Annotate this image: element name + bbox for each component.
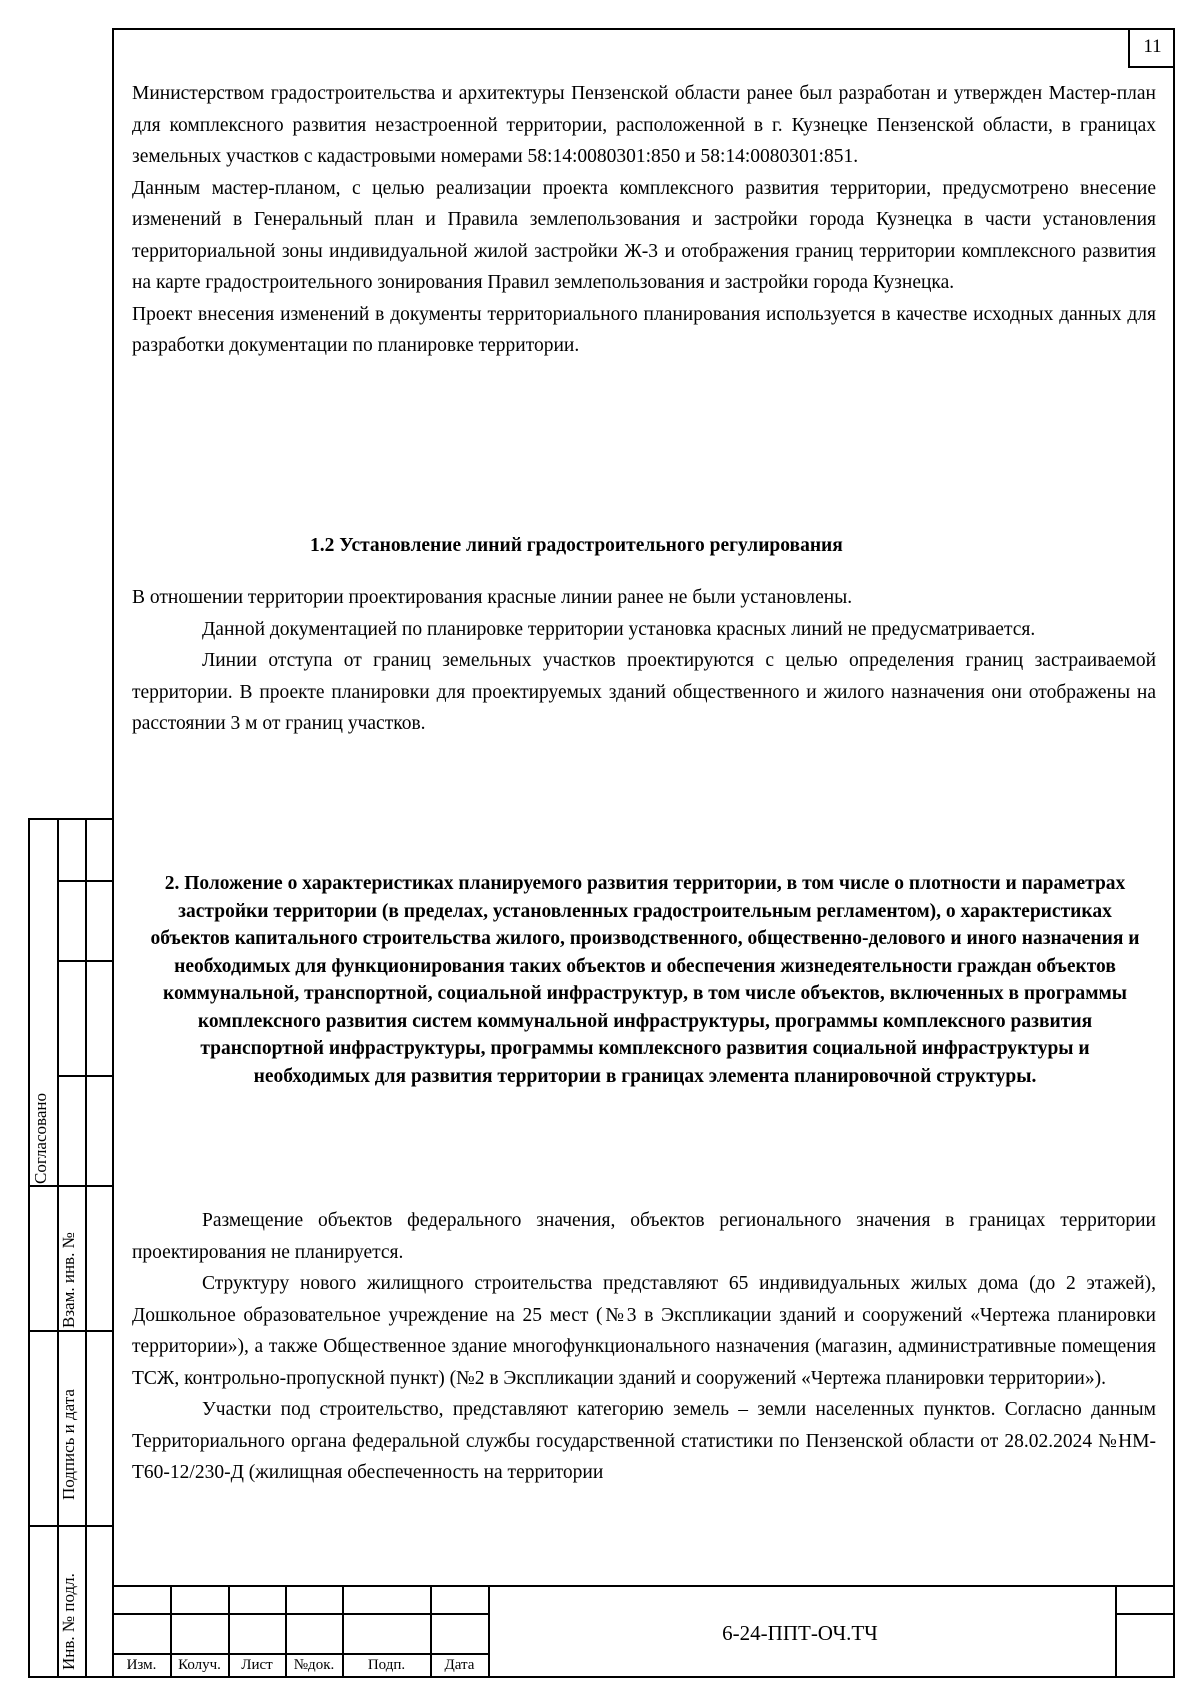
paragraph: Участки под строительство, представляют категорию земель – земли населенных пунктов. Согласно данным Территориального органа федеральной службы государственной статистики по Пензенской области от 28.02.2024 №НМ-Т60-12/230-Д (жилищная обеспеченность на территории bbox=[132, 1399, 1156, 1483]
section-heading-1-2: 1.2 Установление линий градостроительного регулирования bbox=[310, 535, 843, 556]
tb-label-koluch: Колуч. bbox=[178, 1657, 221, 1673]
side-label-agreed: Согласовано bbox=[31, 1093, 50, 1184]
paragraph: Проект внесения изменений в документы территориального планирования используется в качестве исходных данных для разработки документации по планировке территории. bbox=[132, 303, 1156, 356]
paragraph: Данным мастер-планом, с целью реализации проекта комплексного развития территории, предусмотрено внесение изменений в Генеральный план и Правила землепользования и застройки города Кузнецка в части установления территориальной зоны индивидуальной жилой застройки Ж-3 и отображения границ территории комплексного развития на карте градостроительного зонирования Правил землепользования и застройки города Кузнецка. bbox=[132, 177, 1156, 293]
section-heading-2: 2. Положение о характеристиках планируемого развития территории, в том числе о плотности и параметрах застройки территории (в пределах, установленных градостроительным регламентом), о характеристиках объектов капитального строительства жилого, производственного, общественно-делового и иного назначения и необходимых для функционирования таких объектов и обеспечения жизнедеятельности граждан объектов коммунальной, транспортной, социальной инфраструктур, в том числе объектов, включенных в программы комплексного развития систем коммунальной инфраструктуры, программы комплексного развития транспортной инфраструктуры, программы комплексного развития социальной инфраструктуры и необходимых для развития территории в границах элемента планировочной структуры. bbox=[150, 873, 1140, 1087]
tb-label-data: Дата bbox=[444, 1657, 475, 1673]
page-number: 11 bbox=[1128, 28, 1175, 68]
paragraph: Линии отступа от границ земельных участков проектируются с целью определения границ застраиваемой территории. В проекте планировки для проектируемых зданий общественного и жилого назначения они отображены на расстоянии 3 м от границ участков. bbox=[132, 650, 1156, 734]
tb-label-ndok: №док. bbox=[293, 1657, 335, 1673]
intro-text bbox=[132, 78, 1156, 362]
paragraph: Данной документацией по планировке территории установка красных линий не предусматривается. bbox=[202, 618, 1036, 640]
tb-label-podp: Подп. bbox=[367, 1657, 406, 1673]
section-1-2-text bbox=[132, 582, 1156, 740]
paragraph: В отношении территории проектирования красные линии ранее не были установлены. bbox=[132, 587, 853, 608]
side-label-inv-orig: Инв. № подл. bbox=[59, 1573, 78, 1670]
tb-label-list: Лист bbox=[241, 1657, 273, 1673]
section-2-text bbox=[132, 1205, 1156, 1489]
side-label-sign-date: Подпись и дата bbox=[59, 1389, 78, 1500]
paragraph: Размещение объектов федерального значения, объектов регионального значения в границах территории проектирования не планируется. bbox=[132, 1210, 1156, 1263]
side-label-inv-replace: Взам. инв. № bbox=[59, 1232, 78, 1328]
paragraph: Министерством градостроительства и архитектуры Пензенской области ранее был разработан и утвержден Мастер-план для комплексного развития незастроенной территории, расположенной в г. Кузнецке Пензенской области, в границах земельных участков с кадастровыми номерами 58:14:0080301:850 и 58:14:0080301:851. bbox=[132, 83, 1156, 167]
tb-label-izm: Изм. bbox=[126, 1657, 157, 1673]
document-code: 6-24-ППТ-ОЧ.ТЧ bbox=[722, 1621, 878, 1645]
paragraph: Структуру нового жилищного строительства представляют 65 индивидуальных жилых дома (до 2 этажей), Дошкольное образовательное учреждение на 25 мест (№3 в Экспликации зданий и сооружений «Чертежа планировки территории»), а также Общественное здание многофункционального назначения (магазин, административные помещения ТСЖ, контрольно-пропускной пункт) (№2 в Экспликации зданий и сооружений «Чертежа планировки территории»). bbox=[132, 1273, 1156, 1389]
